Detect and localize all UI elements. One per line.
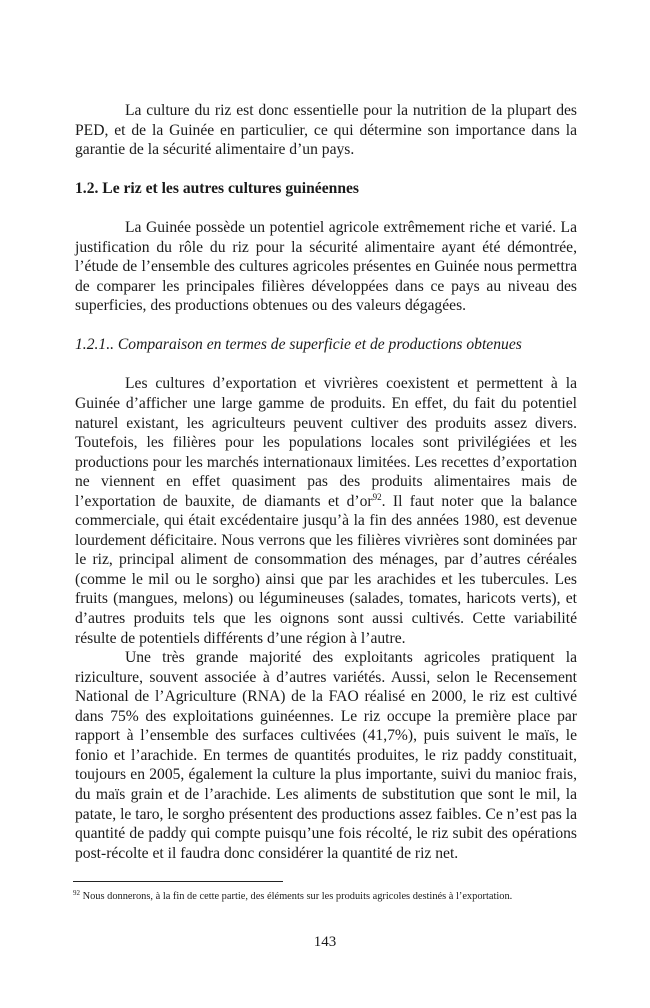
page-body [75, 101, 577, 863]
spacer [75, 355, 577, 375]
paragraph-exports-part2: . Il faut noter que la balance commerciale, qui était excédentaire jusqu’à la fin des années 1980, est devenue lourdement déficitaire. Nous verrons que les filières vivrières sont dominées par le riz, principal aliment de consommation des ménages, par d’autres céréales (comme le mil ou le sorgho) ainsi que par les arachides et les tubercules. Les fruits (mangues, melons) ou légumineuses (salades, tomates, haricots verts), et d’autres produits tels que les oignons sont aussi cultivés. Cette variabilité résulte de potentiels différents d’une région à l’autre. [75, 492, 577, 647]
footnote [73, 890, 593, 903]
footnote-reference[interactable]: 92 [372, 491, 382, 502]
footnote-number: 92 [73, 889, 80, 897]
spacer [75, 316, 577, 336]
paragraph-rice: Une très grande majorité des exploitants agricoles pratiquent la riziculture, souvent associée à d’autres variétés. Aussi, selon le Recensement National de l’Agriculture (RNA) de la FAO réalisé en 2000, le riz est cultivé dans 75% des exploitations guinéennes. Le riz occupe la première place par rapport à l’ensemble des surfaces cultivées (41,7%), puis suivent le maïs, le fonio et l’arachide. En termes de quantités produites, le riz paddy constituait, toujours en 2005, également la culture la plus importante, suivi du manioc frais, du maïs grain et de l’arachide. Les aliments de substitution que sont le mil, la patate, le taro, le sorgho présentent des productions assez faibles. Ce n’est pas la quantité de paddy qui compte puisqu’une fois récolté, le riz subit des opérations post-récolte et il faudra donc considérer la quantité de riz net. [75, 649, 577, 862]
paragraph-section: La Guinée possède un potentiel agricole extrêmement riche et varié. La justification du rôle du riz pour la sécurité alimentaire ayant été démontrée, l’étude de l’ensemble des cultures agricoles présentes en Guinée nous permettra de comparer les principales filières développées dans ce pays au niveau des superficies, des productions obtenues ou des valeurs dégagées. [75, 219, 577, 315]
subsection-heading: 1.2.1.. Comparaison en termes de superficie et de productions obtenues [75, 336, 522, 354]
paragraph-exports-part1: Les cultures d’exportation et vivrières coexistent et permettent à la Guinée d’afficher une large gamme de produits. En effet, du fait du potentiel naturel existant, les agriculteurs peuvent cultiver des produits assez divers. Toutefois, les filières pour les populations locales sont privilégiées et les productions pour les marchés internationaux limitées. Les recettes d’exportation ne viennent en effet quasiment pas des produits alimentaires mais de l’exportation de bauxite, de diamants et d’or [75, 375, 577, 510]
section-heading: 1.2. Le riz et les autres cultures guinéennes [75, 180, 359, 198]
paragraph-intro: La culture du riz est donc essentielle pour la nutrition de la plupart des PED, et de la Guinée en particulier, ce qui détermine son importance dans la garantie de la sécurité alimentaire d’un pays. [75, 102, 577, 159]
spacer [75, 160, 577, 180]
paragraph-exports [75, 374, 577, 648]
footnote-separator [73, 881, 283, 882]
footnote-text: Nous donnerons, à la fin de cette partie, des éléments sur les produits agricoles destinés à l’exportation. [80, 891, 513, 902]
spacer [75, 199, 577, 219]
page-number: 143 [313, 934, 337, 950]
